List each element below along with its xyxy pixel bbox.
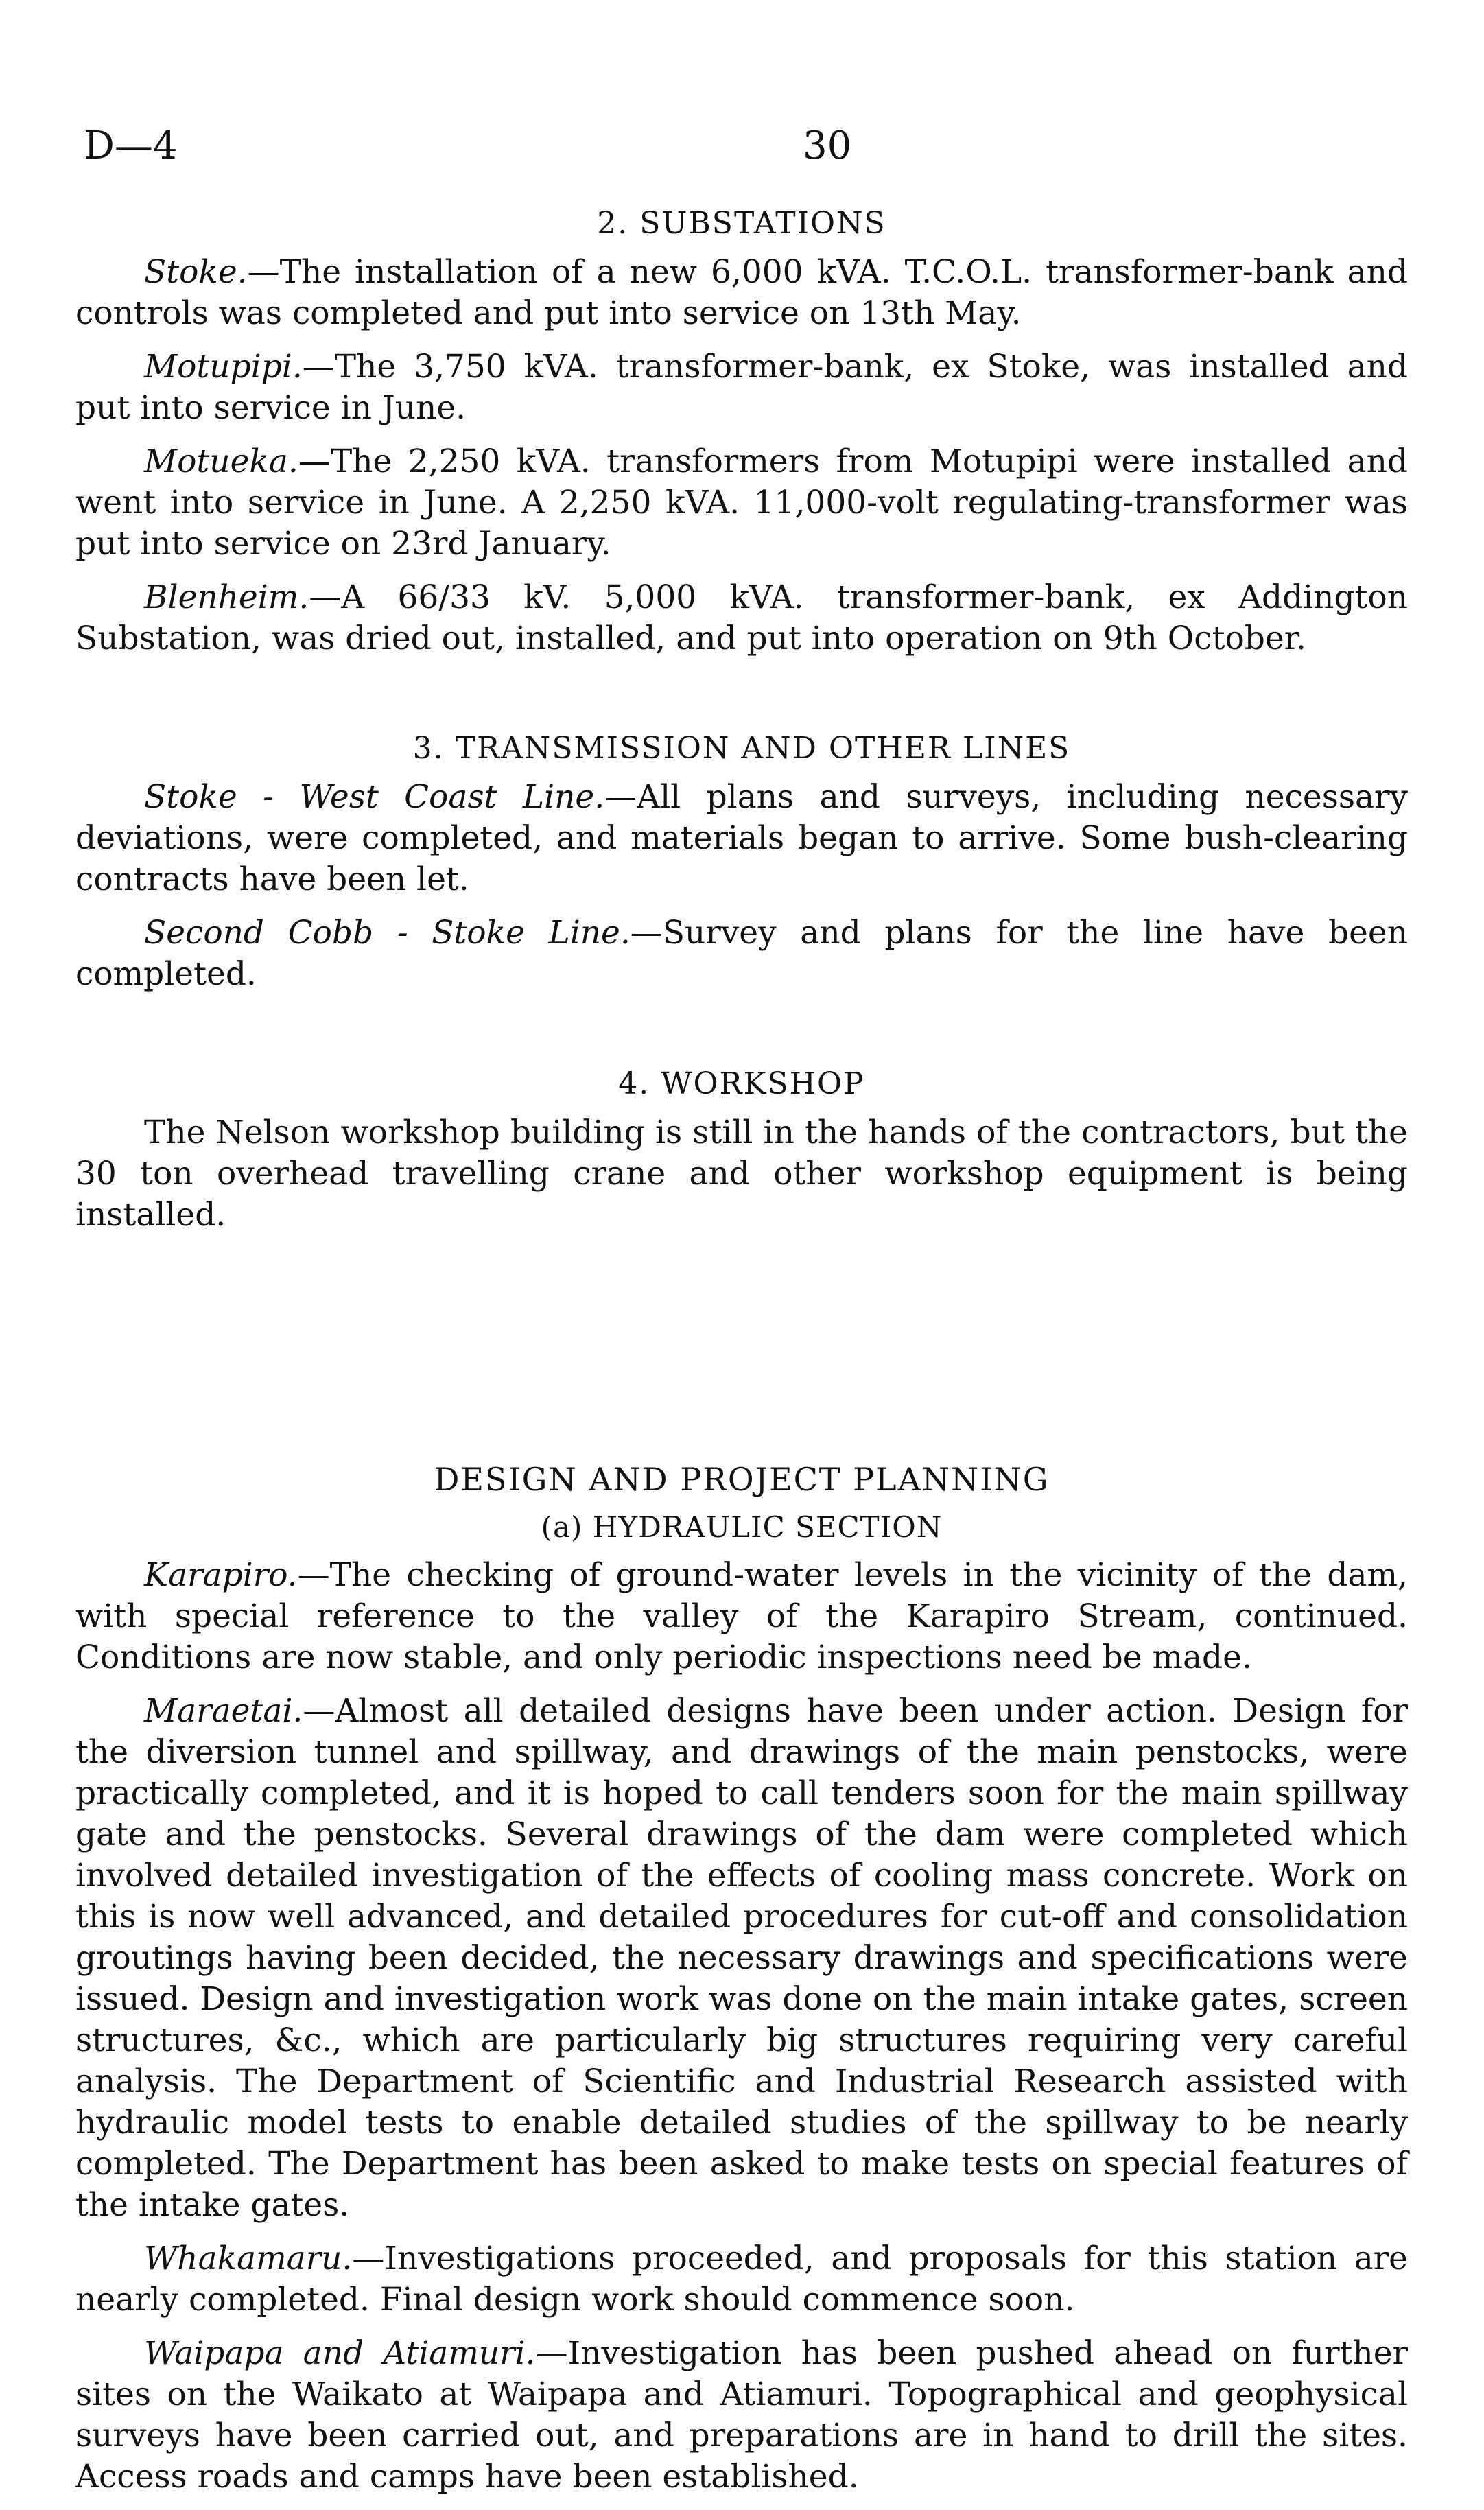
- paragraph-blenheim: [75, 577, 1408, 659]
- paragraph-waipapa-atiamuri: [75, 2333, 1408, 2498]
- section-spacer: [75, 1248, 1408, 1461]
- paragraph-text: —The 2,250 kVA. transformers from Motupipi were installed and went into service in June. A 2,250 kVA. 11,000-volt regulating-transformer was put into service on 23rd January.: [75, 443, 1408, 563]
- section-spacer: [75, 1007, 1408, 1066]
- paragraph-maraetai: [75, 1691, 1408, 2226]
- paragraph-lead: Motueka.: [144, 443, 298, 480]
- section-spacer: [75, 672, 1408, 731]
- paragraph-nelson-workshop: [75, 1112, 1408, 1236]
- paragraph-text: —The installation of a new 6,000 kVA. T.C.O.L. transformer-bank and controls was completed and put into service on 13th May.: [75, 253, 1408, 332]
- paragraph-text: —Almost all detailed designs have been under action. Design for the diversion tunnel and spillway, and drawings of the main penstocks, were practically completed, and it is hoped to call tenders soon for the main spillway gate and the penstocks. Several drawings of the dam were completed which involved detailed investigation of the effects of cooling mass concrete. Work on this is now well advanced, and detailed procedures for cut-off and consolidation groutings having been decided, the necessary drawings and specifications were issued. Design and investigation work was done on the main intake gates, screen structures, &c., which are particularly big structures requiring very careful analysis. The Department of Scientific and Industrial Research assisted with hydraulic model tests to enable detailed studies of the spillway to be nearly completed. The Department has been asked to make tests on special features of the intake gates.: [75, 1692, 1408, 2224]
- page-header: [75, 124, 1406, 172]
- document-code: D—4: [84, 124, 178, 168]
- paragraph-text: —Investigation has been pushed ahead on further sites on the Waikato at Waipapa and Atiamuri. Topographical and geophysical surveys have been carried out, and preparations are in hand to drill the sites. Access roads and camps have been established.: [75, 2334, 1408, 2496]
- paragraph-whakamaru: [75, 2238, 1408, 2321]
- paragraph-text: The Nelson workshop building is still in the hands of the contractors, but the 30 ton overhead travelling crane and other workshop equipment is being installed.: [75, 1114, 1408, 1234]
- paragraph-text: —A 66/33 kV. 5,000 kVA. transformer-bank, ex Addington Substation, was dried out, installed, and put into operation on 9th October.: [75, 578, 1408, 657]
- paragraph-text: —Survey and plans for the line have been completed.: [75, 914, 1408, 993]
- page-number: 30: [803, 124, 852, 168]
- paragraph-lead: Karapiro.: [144, 1556, 298, 1594]
- paragraph-text: —Investigations proceeded, and proposals for this station are nearly completed. Final design work should commence soon.: [75, 2240, 1408, 2319]
- paragraph-stoke-west-coast: [75, 777, 1408, 900]
- paragraph-lead: Waipapa and Atiamuri.: [144, 2334, 536, 2372]
- paragraph-text: —All plans and surveys, including necessary deviations, were completed, and materials began to arrive. Some bush-clearing contracts have been let.: [75, 778, 1408, 898]
- paragraph-karapiro: [75, 1555, 1408, 1678]
- paragraph-lead: Blenheim.: [144, 578, 309, 616]
- paragraph-motueka: [75, 441, 1408, 565]
- paragraph-text: —The 3,750 kVA. transformer-bank, ex Stoke, was installed and put into service in June.: [75, 348, 1408, 427]
- paragraph-lead: Stoke.: [144, 253, 248, 291]
- paragraph-lead: Whakamaru.: [144, 2240, 353, 2277]
- paragraph-text: —The checking of ground-water levels in the vicinity of the dam, with special reference to the valley of the Karapiro Stream, continued. Conditions are now stable, and only periodic inspections need be made.: [75, 1556, 1408, 1676]
- page-content: [75, 206, 1408, 2510]
- section-heading-workshop: 4. WORKSHOP: [618, 1066, 865, 1101]
- design-heading: DESIGN AND PROJECT PLANNING: [434, 1461, 1050, 1498]
- paragraph-second-cobb-stoke: [75, 913, 1408, 995]
- paragraph-stoke: [75, 252, 1408, 334]
- paragraph-lead: Stoke - West Coast Line.: [144, 778, 605, 816]
- paragraph-lead: Second Cobb - Stoke Line.: [144, 914, 631, 952]
- section-heading-substations: 2. SUBSTATIONS: [597, 206, 886, 241]
- hydraulic-section-heading: (a) HYDRAULIC SECTION: [541, 1510, 943, 1544]
- paragraph-lead: Motupipi.: [144, 348, 303, 386]
- paragraph-lead: Maraetai.: [144, 1692, 303, 1730]
- section-heading-transmission: 3. TRANSMISSION AND OTHER LINES: [412, 731, 1071, 766]
- paragraph-motupipi: [75, 347, 1408, 429]
